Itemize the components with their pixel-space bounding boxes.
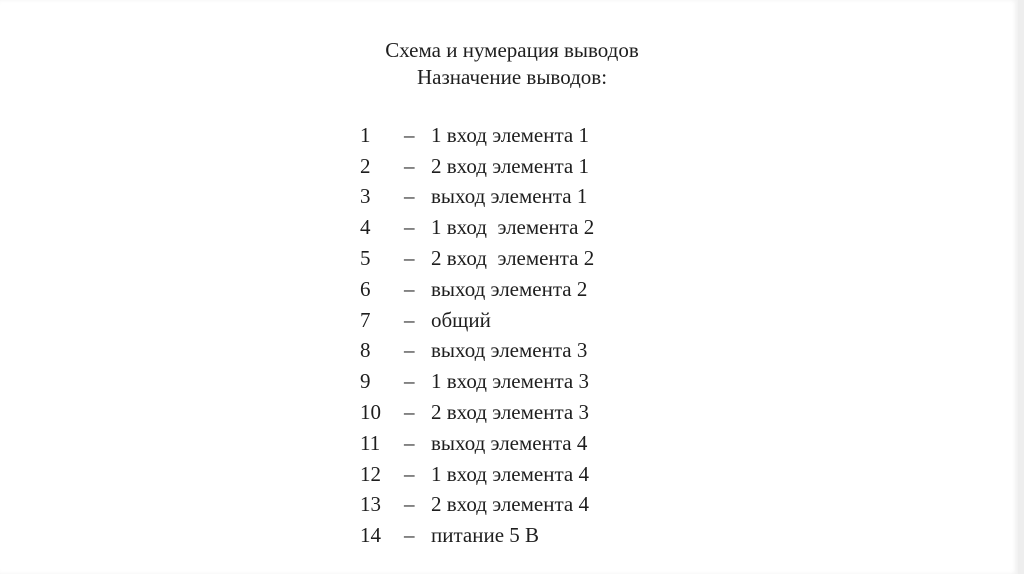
pin-row: [360, 212, 594, 243]
pin-number: 6: [360, 276, 371, 301]
pin-number: 11: [360, 430, 381, 455]
pin-dash: –: [404, 215, 415, 240]
pin-number: 3: [360, 184, 371, 209]
pin-description: питание 5 В: [431, 523, 540, 548]
pin-dash: –: [404, 246, 415, 271]
pin-number: 7: [360, 307, 371, 332]
pin-description: выход элемента 2: [431, 276, 588, 301]
pin-dash: –: [404, 276, 415, 301]
pin-description: выход элемента 1: [431, 184, 588, 209]
pin-number: 4: [360, 215, 371, 240]
pin-description: 2 вход элемента 3: [431, 400, 589, 425]
pin-description: общий: [431, 307, 491, 332]
pin-description: 2 вход элемента 4: [431, 492, 589, 517]
pin-dash: –: [404, 430, 415, 455]
pin-dash: –: [404, 400, 415, 425]
pin-dash: –: [404, 122, 415, 147]
pin-number: 13: [360, 492, 381, 517]
pin-row: [360, 243, 594, 274]
pin-row: [360, 459, 594, 490]
pin-description: 1 вход элемента 1: [431, 122, 589, 147]
pin-description: 1 вход элемента 3: [431, 369, 589, 394]
pin-number: 5: [360, 246, 371, 271]
pin-row: [360, 305, 594, 336]
pin-description: выход элемента 3: [431, 338, 588, 363]
pin-list: [360, 120, 594, 551]
pin-number: 12: [360, 461, 381, 486]
pin-number: 2: [360, 153, 371, 178]
pin-description: 1 вход элемента 4: [431, 461, 589, 486]
pin-number: 8: [360, 338, 371, 363]
pin-row: [360, 428, 594, 459]
pin-dash: –: [404, 492, 415, 517]
document-title: Схема и нумерация выводов: [385, 38, 639, 62]
pin-row: [360, 274, 594, 305]
pin-number: 1: [360, 122, 371, 147]
pin-row: [360, 120, 594, 151]
pin-row: [360, 366, 594, 397]
pin-row: [360, 182, 594, 213]
pin-row: [360, 520, 594, 551]
pin-dash: –: [404, 153, 415, 178]
pin-description: выход элемента 4: [431, 430, 588, 455]
pin-number: 14: [360, 523, 381, 548]
pin-number: 9: [360, 369, 371, 394]
pin-description: 2 вход элемента 1: [431, 153, 589, 178]
pin-description: 1 вход элемента 2: [431, 215, 595, 240]
pin-dash: –: [404, 461, 415, 486]
pin-dash: –: [404, 523, 415, 548]
pin-row: [360, 151, 594, 182]
pin-dash: –: [404, 184, 415, 209]
pin-dash: –: [404, 307, 415, 332]
pin-dash: –: [404, 338, 415, 363]
document-subtitle: Назначение выводов:: [416, 65, 608, 89]
pin-number: 10: [360, 400, 381, 425]
pin-row: [360, 336, 594, 367]
pin-description: 2 вход элемента 2: [431, 246, 595, 271]
pin-dash: –: [404, 369, 415, 394]
pin-row: [360, 490, 594, 521]
pin-row: [360, 397, 594, 428]
